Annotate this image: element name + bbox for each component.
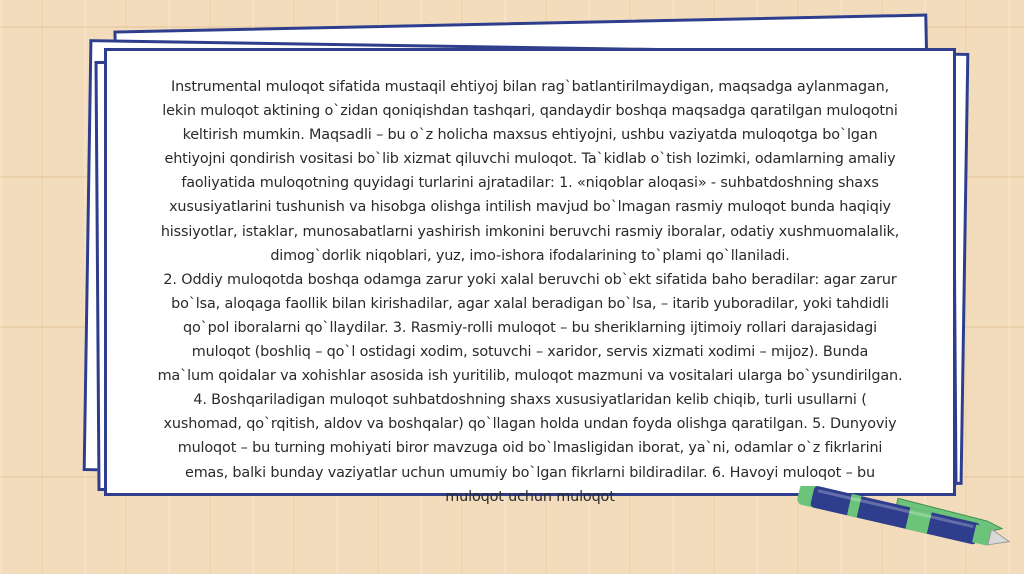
slide-body-text: Instrumental muloqot sifatida mustaqil ehtiyoj bilan rag`batlantirilmaydigan, maqsadga aylanmagan, lekin muloqot aktining o`zidan qoniqishdan tashqari, qandaydir boshqa maqsadga qaratilgan muloqotni keltirish mumkin. Maqsadli – bu o`z holicha maxsus ehtiyojni, ushbu vaziyatda muloqotga bo`lgan ehtiyojni qondirish vositasi bo`lib xizmat qiluvchi muloqot. Ta`kidlab o`tish lozimki, odamlarning amaliy faoliyatida muloqotning quyidagi turlarini ajratadilar: 1. «niqoblar aloqasi» - suhbatdoshning shaxs xususiyatlarini tushunish va hisobga olishga intilish mavjud bo`lmagan rasmiy muloqot bunda haqiqiy hissiyotlar, istaklar, munosabatlarni yashirish imkonini beruvchi rasmiy iboralar, odatiy xushmuomalalik, dimog`dorlik niqoblari, yuz, imo-ishora ifodalarining to`plami qo`llaniladi. 2. Oddiy muloqotda boshqa odamga zarur yoki xalal beruvchi ob`ekt sifatida baho beradilar: agar zarur bo`lsa, aloqaga faollik bilan kirishadilar, agar xalal beradigan bo`lsa, – itarib yuboradilar, yoki tahdidli qo`pol iboralarni qo`llaydilar. 3. Rasmiy-rolli muloqot – bu sheriklarning ijtimoiy rollari darajasidagi muloqot (boshliq – qo`l ostidagi xodim, sotuvchi – xaridor, servis xizmati xodimi – mijoz). Bunda ma`lum qoidalar va xohishlar asosida ish yuritilib, muloqot mazmuni va vositalari ularga bo`ysundirilgan. 4. Boshqariladigan muloqot suhbatdoshning shaxs xususiyatlaridan kelib chiqib, turli usullarni ( xushomad, qo`rqitish, aldov va boshqalar) qo`llagan holda undan foyda olishga qaratilgan. 5. Dunyoviy muloqot – bu turning mohiyati biror mavzuga oid bo`lmasligidan iborat, ya`ni, odamlar o`z fikrlarini emas, balki bunday vaziyatlar uchun umumiy bo`lgan fikrlarni bildiradilar. 6. Havoyi muloqot – bu muloqot uchun muloqot bbox=[157, 79, 903, 505]
pen-icon bbox=[790, 486, 1016, 548]
paper-sheet-front bbox=[104, 48, 956, 505]
